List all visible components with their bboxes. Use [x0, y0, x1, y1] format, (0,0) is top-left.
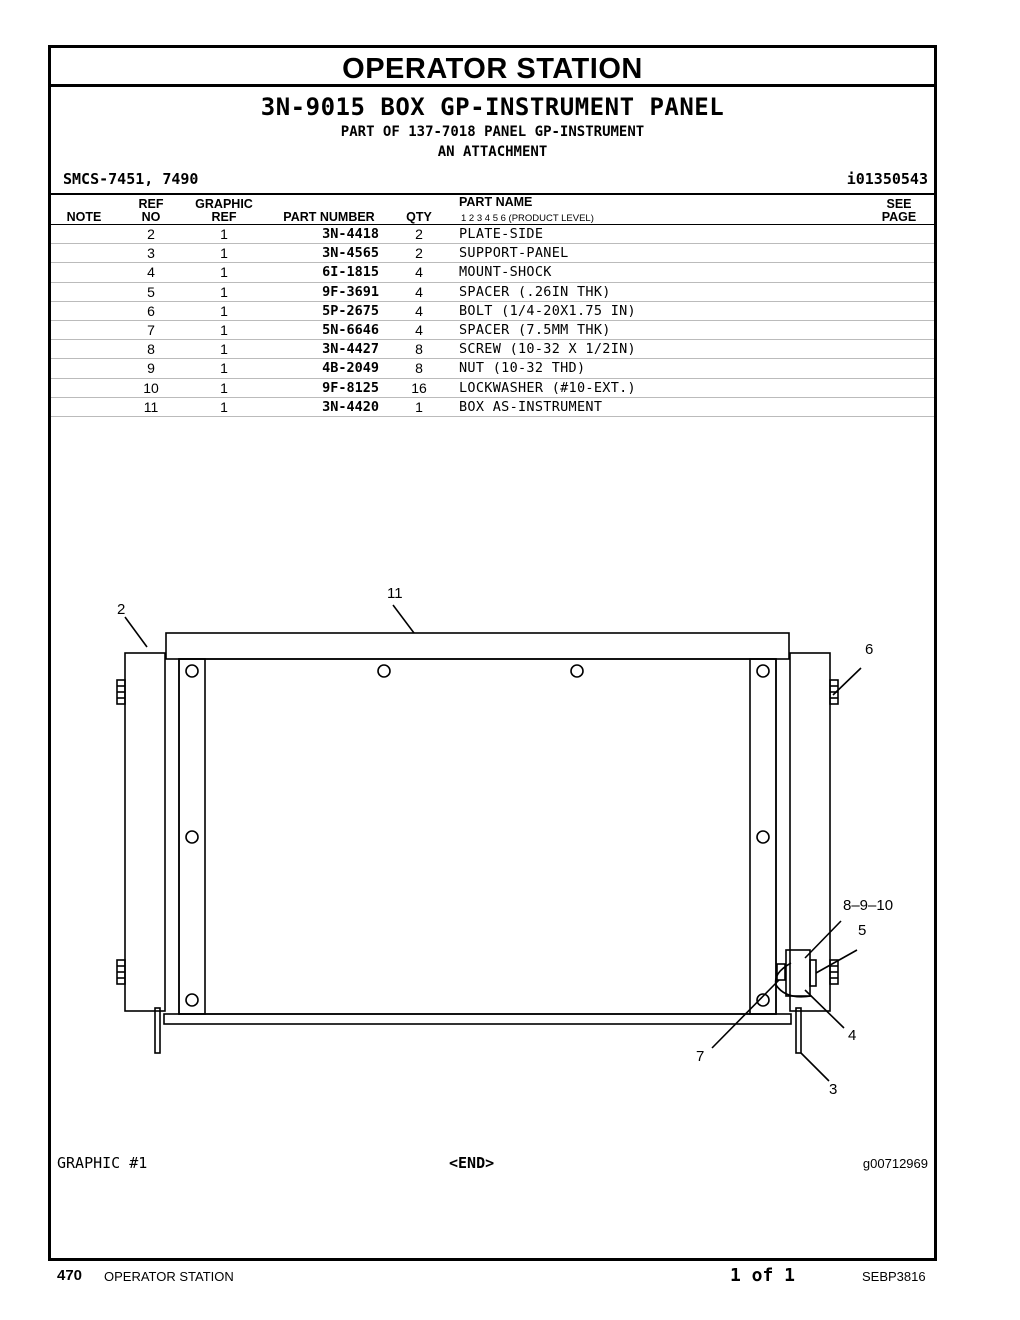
col-ref-top: REF: [138, 197, 164, 211]
col-see-top: SEE: [886, 197, 912, 211]
part-number: 3N-4418: [322, 226, 379, 242]
graphic-ref: 1: [220, 302, 228, 319]
col-product-level: 1 2 3 4 5 6 (PRODUCT LEVEL): [461, 213, 594, 224]
quantity: 16: [411, 379, 427, 396]
part-name: BOX AS-INSTRUMENT: [459, 398, 603, 415]
leader-line-3: [801, 1053, 829, 1081]
callout-5: 5: [858, 922, 867, 939]
leader-line-2: [125, 617, 147, 647]
part-number: 4B-2049: [322, 360, 379, 377]
page-frame: [48, 45, 937, 1261]
mounting-hole: [757, 665, 769, 677]
ref-no: 11: [143, 398, 159, 415]
callout-2: 2: [117, 601, 126, 618]
leader-line-11: [393, 605, 414, 633]
spacer-26in: [810, 960, 816, 986]
part-number: 9F-3691: [322, 283, 379, 300]
part-name: SPACER (.26IN THK): [459, 283, 611, 300]
graphic-ref: 1: [220, 321, 228, 338]
part-number: 6I-1815: [322, 264, 379, 281]
instrument-box-base: [164, 1014, 791, 1024]
mounting-hole: [571, 665, 583, 677]
quantity: 2: [415, 226, 423, 242]
mounting-hole: [186, 831, 198, 843]
graphic-label: GRAPHIC #1: [57, 1154, 148, 1172]
footer-page-count: 1 of 1: [730, 1265, 796, 1286]
end-label: <END>: [449, 1154, 495, 1172]
ref-no: 10: [143, 379, 159, 396]
leader-line-4: [805, 990, 844, 1028]
section-title: OPERATOR STATION: [51, 48, 934, 87]
part-number: 3N-4420: [322, 398, 379, 415]
quantity: 4: [415, 283, 423, 300]
ref-no: 7: [147, 321, 155, 338]
subtitle-attachment: AN ATTACHMENT: [437, 144, 548, 160]
right-flange: [750, 659, 776, 1014]
left-flange: [179, 659, 205, 1014]
smcs-codes: SMCS-7451, 7490: [63, 170, 199, 188]
quantity: 4: [415, 264, 423, 281]
table-row: [51, 263, 934, 282]
mounting-hole: [378, 665, 390, 677]
ref-no: 3: [147, 245, 155, 262]
col-graphic-top: GRAPHIC: [195, 197, 253, 211]
quantity: 4: [415, 321, 423, 338]
ref-no: 9: [147, 360, 155, 377]
subtitle-parent-assembly: PART OF 137-7018 PANEL GP-INSTRUMENT: [340, 124, 645, 140]
graphic-ref: 1: [220, 398, 228, 415]
part-name: SUPPORT-PANEL: [459, 245, 569, 262]
graphic-ref: 1: [220, 360, 228, 377]
col-see-bottom: PAGE: [881, 210, 917, 224]
table-row: [51, 283, 934, 302]
table-row: [51, 244, 934, 263]
instrument-box-body: [179, 659, 776, 1014]
support-panel-left: [155, 1008, 160, 1053]
graphic-id: g00712969: [862, 1156, 928, 1171]
part-number: 5N-6646: [322, 321, 379, 338]
support-panel-right: [796, 1008, 801, 1053]
col-part-number: PART NUMBER: [283, 210, 375, 224]
document-title: 3N-9015 BOX GP-INSTRUMENT PANEL: [260, 93, 725, 121]
graphic-ref: 1: [220, 264, 228, 281]
table-row: [51, 225, 934, 244]
table-row: [51, 359, 934, 378]
quantity: 4: [415, 302, 423, 319]
part-number: 5P-2675: [322, 302, 379, 319]
part-name: SPACER (7.5MM THK): [459, 321, 611, 338]
info-id: i01350543: [846, 170, 928, 188]
callout-7: 7: [696, 1048, 705, 1065]
footer-doc-number: SEBP3816: [862, 1269, 926, 1284]
footer-page-number: 470: [57, 1267, 83, 1284]
col-note: NOTE: [66, 210, 102, 224]
part-number: 9F-8125: [322, 379, 379, 396]
graphic-ref: 1: [220, 283, 228, 300]
exploded-view-drawing: [51, 588, 934, 1118]
mounting-hole: [186, 994, 198, 1006]
callout-6: 6: [865, 641, 874, 658]
ref-no: 4: [147, 264, 155, 281]
graphic-ref: 1: [220, 379, 228, 396]
part-name: SCREW (10-32 X 1/2IN): [459, 341, 636, 358]
quantity: 8: [415, 360, 423, 377]
mounting-hole: [186, 665, 198, 677]
callout-8-9-10: 8–9–10: [843, 897, 894, 914]
callout-3: 3: [829, 1081, 838, 1098]
quantity: 1: [415, 398, 423, 415]
col-graphic-bottom: REF: [211, 210, 237, 224]
ref-no: 6: [147, 302, 155, 319]
callout-4: 4: [848, 1027, 857, 1044]
col-part-name: PART NAME: [459, 195, 533, 209]
graphic-ref: 1: [220, 341, 228, 358]
part-number: 3N-4427: [322, 341, 379, 358]
part-name: NUT (10-32 THD): [459, 360, 586, 377]
table-row: [51, 340, 934, 359]
ref-no: 5: [147, 283, 155, 300]
table-row: [51, 398, 934, 417]
graphic-ref: 1: [220, 226, 228, 242]
instrument-box-top: [166, 633, 789, 659]
table-row: [51, 379, 934, 398]
ref-no: 8: [147, 341, 155, 358]
part-name: LOCKWASHER (#10-EXT.): [459, 379, 636, 396]
col-qty: QTY: [406, 210, 432, 224]
table-row: [51, 321, 934, 340]
spacer-7-5mm: [777, 964, 785, 980]
leader-line-5: [816, 950, 857, 973]
quantity: 2: [415, 245, 423, 262]
mounting-hole: [757, 831, 769, 843]
col-ref-bottom: NO: [141, 210, 161, 224]
leader-line-8-9-10: [805, 921, 841, 958]
part-number: 3N-4565: [322, 245, 379, 262]
part-name: PLATE-SIDE: [459, 226, 544, 242]
quantity: 8: [415, 341, 423, 358]
part-name: MOUNT-SHOCK: [459, 264, 552, 281]
side-plate-left: [125, 653, 165, 1011]
table-row: [51, 302, 934, 321]
part-name: BOLT (1/4-20X1.75 IN): [459, 302, 636, 319]
ref-no: 2: [147, 226, 155, 242]
parts-table: [51, 225, 934, 417]
callout-11: 11: [387, 588, 403, 602]
footer-section: OPERATOR STATION: [104, 1269, 234, 1284]
graphic-ref: 1: [220, 245, 228, 262]
